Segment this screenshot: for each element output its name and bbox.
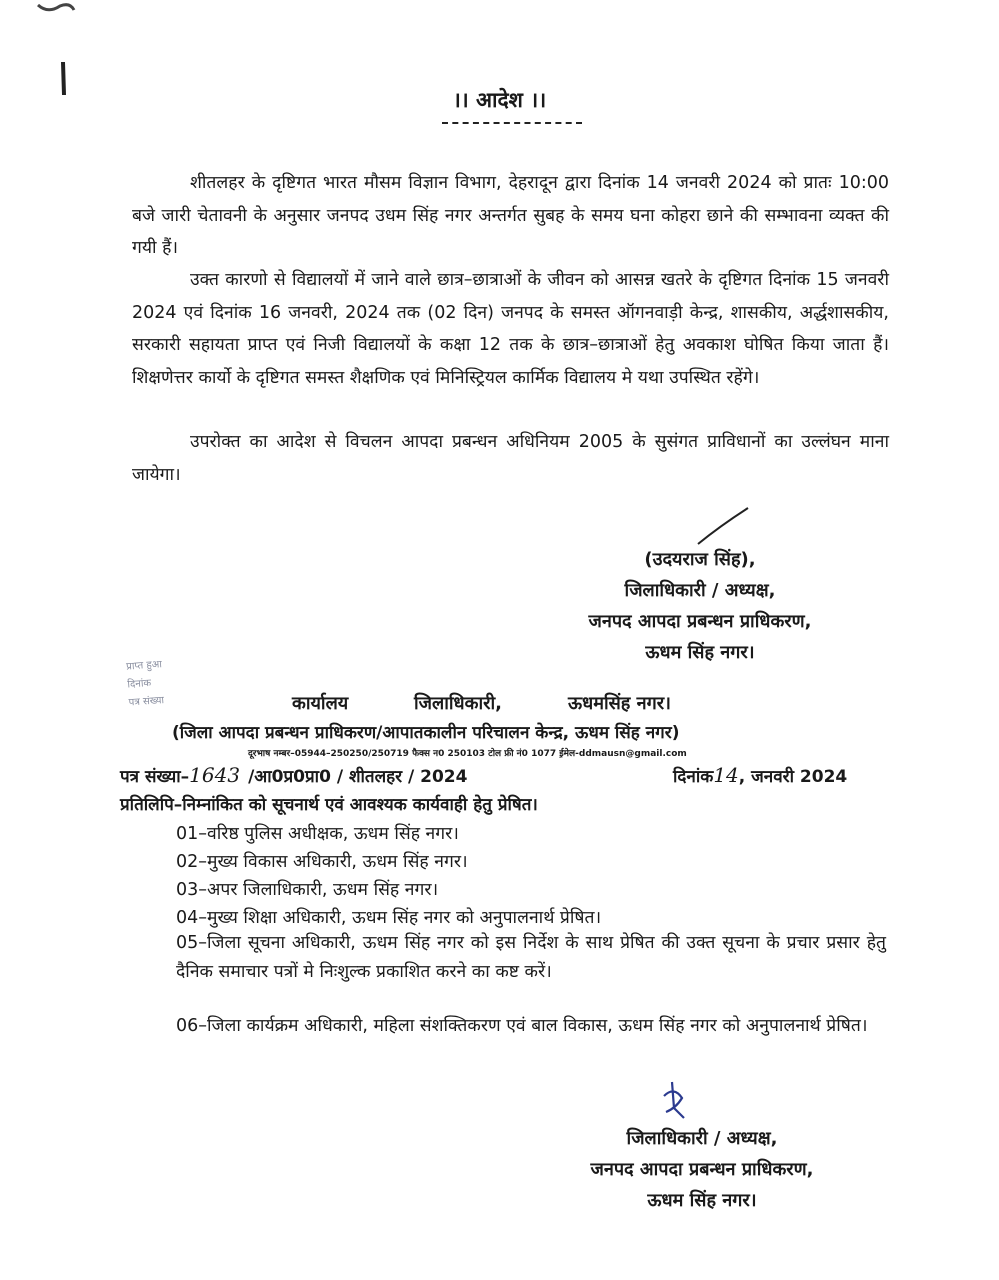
signature-block-2: [546, 1123, 858, 1216]
signature-2-scribble: [654, 1078, 694, 1126]
paragraph-3-text: उपरोक्त का आदेश से विचलन आपदा प्रबन्धन अधिनियम 2005 के सुसंगत प्राविधानों का उल्लंघन माना जायेगा।: [132, 432, 889, 485]
received-stamp: [126, 650, 261, 731]
title-underline: [442, 122, 582, 124]
signature-1-scribble: [690, 500, 760, 550]
paragraph-1-text: शीतलहर के दृष्टिगत भारत मौसम विज्ञान विभाग, देहरादून द्वारा दिनांक 14 जनवरी 2024 को प्रातः 10:00 बजे जारी चेतावनी के अनुसार जनपद उधम सिंह नगर अन्तर्गत सुबह के समय घना कोहरा छाने की सम्भावना व्यक्त की गयी हैं।: [132, 173, 889, 258]
distribution-item-4: 04–मुख्य शिक्षा अधिकारी, ऊधम सिंह नगर को अनुपालनार्थ प्रेषित।: [176, 908, 602, 928]
paragraph-2-text: उक्त कारणो से विद्यालयों में जाने वाले छात्र–छात्राओं के जीवन को आसन्न खतरे के दृष्टिगत दिनांक 15 जनवरी 2024 एवं दिनांक 16 जनवरी, 2024 तक (02 दिन) जनपद के समस्त ऑगनवाड़ी केन्द्र, शासकीय, अर्द्धशासकीय, सरकारी सहायता प्राप्त एवं निजी विद्यालयों के कक्षा 12 तक के छात्र–छात्राओं हेतु अवकाश घोषित किया जाता हैं। शिक्षणेत्तर कार्यो के दृष्टिगत समस्त शैक्षणिक एवं मिनिस्ट्रियल कार्मिक विद्यालय मे यथा उपस्थित रहेंगे।: [132, 270, 889, 388]
stamp-line-1: प्राप्त हुआ: [125, 659, 163, 673]
distribution-item-6: 06–जिला कार्यक्रम अधिकारी, महिला संशक्तिकरण एवं बाल विकास, ऊधम सिंह नगर को अनुपालनार्थ प्रेषित।: [176, 1016, 868, 1036]
reference-date: [673, 763, 847, 787]
office-word-2: जिलाधिकारी,: [414, 693, 502, 714]
date-prefix: दिनांक: [673, 767, 714, 787]
reference-suffix: /आ0प्र0प्रा0 / शीतलहर / 2024: [248, 767, 468, 787]
office-word-1: कार्यालय: [292, 693, 349, 714]
paragraph-1: [132, 167, 889, 265]
signatory-2-authority: जनपद आपदा प्रबन्धन प्राधिकरण,: [590, 1159, 814, 1180]
reference-number: [120, 763, 467, 787]
signatory-place: ऊधम सिंह नगर।: [645, 642, 755, 663]
stamp-line-2: दिनांक: [127, 677, 152, 691]
reference-prefix: पत्र संख्या–: [120, 767, 190, 787]
signatory-authority: जनपद आपदा प्रबन्धन प्राधिकरण,: [588, 611, 812, 632]
signatory-designation: जिलाधिकारी / अध्यक्ष,: [624, 580, 776, 601]
date-suffix: , जनवरी 2024: [738, 767, 848, 787]
paragraph-2: [132, 264, 889, 394]
signature-block-1: [560, 544, 840, 668]
document-title: ।। आदेश ।।: [452, 88, 547, 112]
reference-handwritten-number: 1643: [189, 763, 241, 787]
stamp-line-3: पत्र संख्या: [128, 695, 165, 709]
signatory-2-designation: जिलाधिकारी / अध्यक्ष,: [626, 1128, 778, 1149]
distribution-item-3: 03–अपर जिलाधिकारी, ऊधम सिंह नगर।: [176, 880, 439, 900]
signatory-name: (उदयराज सिंह),: [644, 549, 756, 570]
distribution-item-5: 05–जिला सूचना अधिकारी, ऊधम सिंह नगर को इस निर्देश के साथ प्रेषित की उक्त सूचना के प्रचार प्रसार हेतु दैनिक समाचार पत्रों मे निःशुल्क प्रकाशित करने का कष्ट करें।: [176, 933, 886, 982]
distribution-item-2: 02–मुख्य विकास अधिकारी, ऊधम सिंह नगर।: [176, 852, 468, 872]
office-word-3: ऊधमसिंह नगर।: [568, 693, 671, 714]
signatory-2-place: ऊधम सिंह नगर।: [647, 1190, 757, 1211]
office-contact: दूरभाष नम्बर–05944–250250/250719 फैक्स न0 250103 टोल फ्री नं0 1077 ई़मेल-ddmausn@gmail.com: [248, 749, 687, 759]
distribution-heading: प्रतिलिपि–निम्नांकित को सूचनार्थ एवं आवश्यक कार्यवाही हेतु प्रेषित।: [120, 795, 538, 815]
page-edge-mark: [30, 0, 80, 100]
paragraph-3: [132, 426, 889, 491]
date-handwritten-day: 14: [713, 763, 739, 787]
distribution-item-1: 01–वरिष्ठ पुलिस अधीक्षक, ऊधम सिंह नगर।: [176, 824, 459, 844]
office-subtitle: (जिला आपदा प्रबन्धन प्राधिकरण/आपातकालीन परिचालन केन्द्र, ऊधम सिंह नगर): [172, 723, 680, 743]
